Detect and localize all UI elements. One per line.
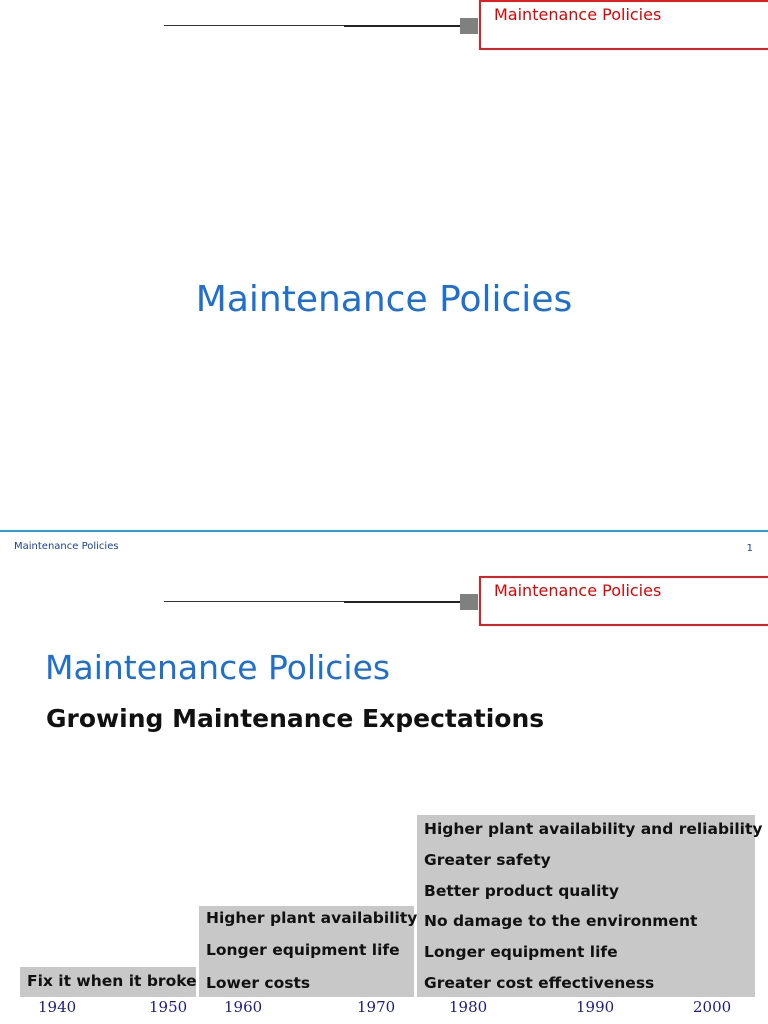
expectation-item: Greater safety [424, 851, 551, 869]
timeline-year: 1990 [576, 998, 615, 1016]
expectation-item: Higher plant availability and reliability [424, 820, 763, 838]
timeline-year: 1970 [357, 998, 396, 1016]
footer-rule [0, 530, 768, 532]
slide-title: Maintenance Policies [45, 648, 391, 687]
expectation-item: Higher plant availability [206, 909, 418, 927]
expectation-item: Better product quality [424, 882, 619, 900]
header-rule-heavy [344, 601, 460, 603]
expectation-item: Longer equipment life [206, 941, 400, 959]
section-tag-label: Maintenance Policies [494, 581, 662, 600]
header-rule-heavy [344, 25, 460, 27]
header-rule [164, 601, 344, 602]
section-tag-label: Maintenance Policies [494, 5, 662, 24]
footer-label: Maintenance Policies [14, 541, 119, 552]
expectation-item: Longer equipment life [424, 943, 618, 961]
expectation-item: No damage to the environment [424, 912, 698, 930]
section-tag [479, 0, 768, 50]
page-number: 1 [746, 543, 753, 554]
slide-2 [0, 576, 768, 1024]
expectation-item: Lower costs [206, 974, 311, 992]
timeline-year: 1980 [449, 998, 488, 1016]
era-panel-1980s [417, 815, 755, 997]
header-rule [164, 25, 344, 26]
slide-subtitle: Growing Maintenance Expectations [46, 704, 545, 733]
expectation-item: Fix it when it broke [27, 972, 197, 990]
expectation-item: Greater cost effectiveness [424, 974, 655, 992]
header-connector [460, 18, 478, 34]
section-tag [479, 576, 768, 626]
slide-title: Maintenance Policies [195, 279, 573, 320]
timeline-year: 2000 [693, 998, 732, 1016]
timeline-year: 1950 [149, 998, 188, 1016]
timeline-year: 1940 [38, 998, 77, 1016]
header-connector [460, 594, 478, 610]
timeline-year: 1960 [224, 998, 263, 1016]
